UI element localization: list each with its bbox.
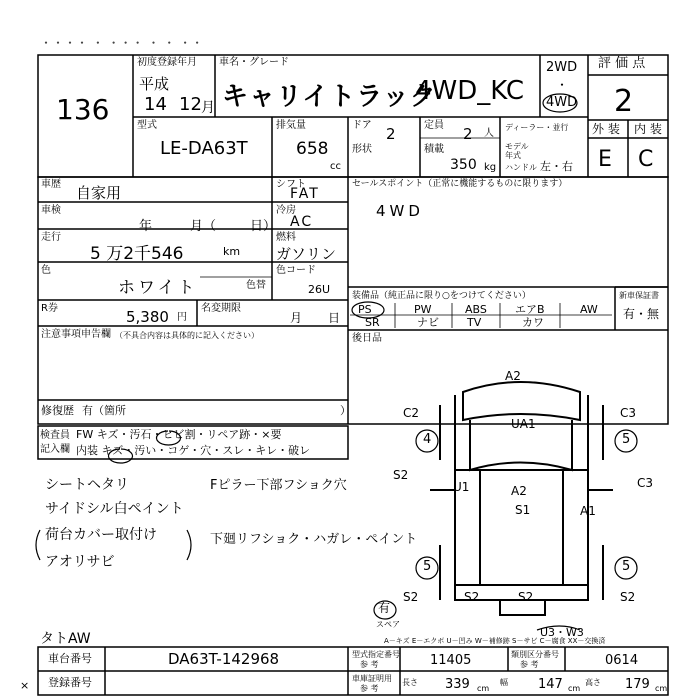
- model-designation-sub: 参 考: [360, 660, 379, 669]
- model-designation-label: 型式指定番号: [352, 650, 400, 659]
- name-change-label: 名変期限: [201, 303, 241, 314]
- dims-sub: 参 考: [360, 684, 379, 693]
- mark-uw: U3・W3: [540, 626, 584, 639]
- mark-5-bl: 5: [423, 559, 432, 574]
- mark-a2: A2: [511, 484, 527, 498]
- displacement-label: 排気量: [276, 120, 306, 131]
- sales-point-label: セールスポイント（正常に機能するものに限ります）: [352, 179, 568, 189]
- height-unit: cm: [655, 684, 668, 693]
- mark-s2-br: S2: [620, 590, 636, 604]
- mark-5-tr: 5: [622, 432, 631, 447]
- mileage-label: 走行: [41, 232, 61, 243]
- doors-value: 2: [386, 125, 396, 143]
- repair-label: 修復歴: [41, 404, 74, 417]
- capacity-unit: 人: [484, 128, 494, 139]
- bottom-note: タトAW: [40, 631, 91, 647]
- repair-close: ）: [340, 404, 351, 417]
- equip-leather: カワ: [522, 316, 544, 329]
- mark-s2-left: S2: [393, 468, 409, 482]
- shift-label: シフト: [276, 179, 306, 190]
- mark-s2-bc2: S2: [518, 590, 534, 604]
- inspection-month: 月（: [190, 219, 217, 234]
- handle-value: 左・右: [540, 160, 573, 173]
- mark-u1: U1: [453, 480, 470, 494]
- length-value: 339: [445, 677, 470, 692]
- reg-month: 12: [179, 94, 202, 115]
- first-registration-label: 初度登録年月: [137, 57, 197, 68]
- sales-point-value: 4WD: [376, 202, 424, 220]
- ac-value: AC: [290, 214, 314, 230]
- exterior-label: 外 装: [592, 122, 620, 136]
- name-change-month: 月: [290, 311, 303, 325]
- mark-ua1: UA1: [511, 417, 536, 431]
- doors-label: ドア: [352, 120, 372, 131]
- capacity-label: 定員: [424, 120, 444, 131]
- warranty-label: 新車保証書: [619, 291, 659, 300]
- width-unit: cm: [568, 684, 581, 693]
- comment-1: シートヘタリ: [45, 477, 129, 493]
- load-label: 積載: [424, 144, 444, 155]
- lot-number: 136: [56, 93, 110, 126]
- category-sub: 参 考: [520, 660, 539, 669]
- mileage-unit: km: [223, 245, 241, 258]
- mark-x: ×: [20, 679, 30, 692]
- shift-value: FAT: [290, 186, 320, 202]
- model-label: 型式: [137, 120, 157, 131]
- equip-aw: AW: [580, 303, 598, 316]
- inspector-label: 検査員: [40, 430, 70, 441]
- comment-2: サイドシル白ペイント: [45, 501, 184, 517]
- mark-4-tl: 4: [423, 432, 432, 447]
- car-name-label: 車名・グレード: [219, 57, 289, 68]
- mark-5-br: 5: [622, 559, 631, 574]
- color-value: ホワイト: [118, 278, 198, 298]
- model-year-label: モデル: [505, 142, 529, 151]
- fuel-value: ガソリン: [276, 245, 337, 263]
- era: 平成: [139, 75, 170, 93]
- width-label: 幅: [500, 678, 508, 687]
- ac-label: 冷房: [276, 205, 296, 216]
- drive-2wd: 2WD: [546, 60, 578, 75]
- legend: A－キズ E－エクボ U－凹み W－補修跡 S－サビ C－腐食 XX－交換済: [384, 637, 606, 645]
- equip-abs: ABS: [465, 303, 487, 316]
- color-code-value: 26U: [308, 283, 331, 296]
- score-label: 評 価 点: [598, 56, 646, 71]
- inspection-day: 日）: [250, 219, 277, 234]
- name-change-day: 日: [328, 311, 341, 325]
- header-scrap: ・・・・ ・ ・・・ ・ ・ ・・: [40, 36, 204, 50]
- width-value: 147: [538, 677, 563, 692]
- equip-tv: TV: [467, 316, 482, 329]
- history-label: 車歴: [41, 179, 61, 190]
- color-label: 色: [41, 265, 51, 276]
- inspection-label: 車検: [41, 205, 61, 216]
- handle-label: ハンドル: [505, 163, 537, 172]
- dealer-label: ディーラー・並行: [505, 123, 569, 132]
- reg-year: 14: [144, 94, 167, 115]
- height-label: 高さ: [585, 678, 601, 687]
- height-value: 179: [625, 677, 650, 692]
- comment-4: アオリサビ: [45, 554, 115, 570]
- capacity-value: 2: [463, 125, 473, 143]
- mark-s1: S1: [515, 503, 531, 517]
- comment-right-1: Fピラー下部フショク穴: [210, 478, 347, 493]
- mark-s2-bl: S2: [403, 590, 419, 604]
- chassis-value: DA63T-142968: [168, 650, 280, 668]
- interior-value: C: [638, 147, 654, 172]
- length-unit: cm: [477, 684, 490, 693]
- equip-ps: PS: [358, 303, 372, 316]
- year-label: 年式: [505, 151, 521, 160]
- length-label: 長さ: [402, 678, 418, 687]
- model-designation-value: 11405: [430, 653, 472, 668]
- displacement-value: 658: [296, 139, 329, 159]
- interior-label: 内 装: [634, 122, 662, 136]
- mark-c3: C3: [620, 406, 637, 420]
- registration-label: 登録番号: [48, 676, 92, 689]
- notes-sub: （不具合内容は具体的に記入ください）: [115, 331, 259, 340]
- mark-spare: 有: [378, 601, 391, 615]
- warranty-value: 有・無: [623, 307, 660, 321]
- inspection-year: 年: [139, 219, 153, 234]
- color-code-label: 色コード: [276, 265, 316, 276]
- recycle-value: 5,380: [126, 308, 169, 326]
- recycle-label: R券: [41, 303, 58, 314]
- equip-pw: PW: [414, 303, 432, 316]
- car-grade: 4WD_KC: [415, 76, 525, 106]
- inspector-line1: FW キズ・汚石・ヒビ割・リペア跡・×要: [76, 428, 282, 441]
- fuel-label: 燃料: [276, 232, 296, 243]
- inspector-line2: 内装 キズ・汚い・コゲ・穴・スレ・キレ・破レ: [76, 444, 311, 457]
- chassis-label: 車台番号: [48, 652, 92, 665]
- reg-month-unit: 月: [201, 100, 215, 116]
- repair-value: 有（箇所: [82, 404, 126, 417]
- load-value: 350: [450, 157, 477, 173]
- drive-4wd: 4WD: [546, 95, 578, 110]
- notes-label: 注意事項申告欄: [41, 329, 111, 340]
- load-unit: kg: [484, 162, 497, 173]
- mark-a2-top: A2: [505, 369, 521, 383]
- score-value: 2: [614, 84, 634, 119]
- car-name: キャリイトラック: [222, 82, 437, 112]
- color-change-label: 色替: [246, 280, 266, 291]
- mark-a1: A1: [580, 504, 596, 518]
- mark-spare-label: スペア: [376, 620, 400, 629]
- model-value: LE-DA63T: [160, 138, 248, 159]
- recycle-unit: 円: [177, 312, 187, 323]
- equip-sr: SR: [365, 316, 380, 329]
- history-value: 自家用: [76, 184, 122, 202]
- mark-s2-bc1: S2: [464, 590, 480, 604]
- displacement-unit: cc: [330, 161, 341, 172]
- equip-airbag: エアB: [515, 303, 545, 316]
- category-value: 0614: [605, 653, 639, 668]
- exterior-value: E: [598, 147, 612, 172]
- equipment-label: 装備品（純正品に限り○をつけてください）: [352, 291, 531, 301]
- mark-c2: C2: [403, 406, 420, 420]
- equip-navi: ナビ: [417, 316, 439, 329]
- drive-dot: ・: [556, 78, 569, 92]
- comment-right-2: 下廻リフショク・ハガレ・ペイント: [210, 532, 418, 547]
- shape-label: 形状: [352, 144, 372, 155]
- dims-label: 車庫証明用: [352, 674, 392, 683]
- inspector-label2: 記入欄: [40, 444, 70, 455]
- category-label: 類別区分番号: [511, 650, 559, 659]
- mileage-value: 5 万2千546: [90, 244, 184, 264]
- aftermarket-label: 後日品: [352, 333, 382, 344]
- mark-c3b: C3: [637, 476, 654, 490]
- comment-3: 荷台カバー取付け: [45, 527, 157, 543]
